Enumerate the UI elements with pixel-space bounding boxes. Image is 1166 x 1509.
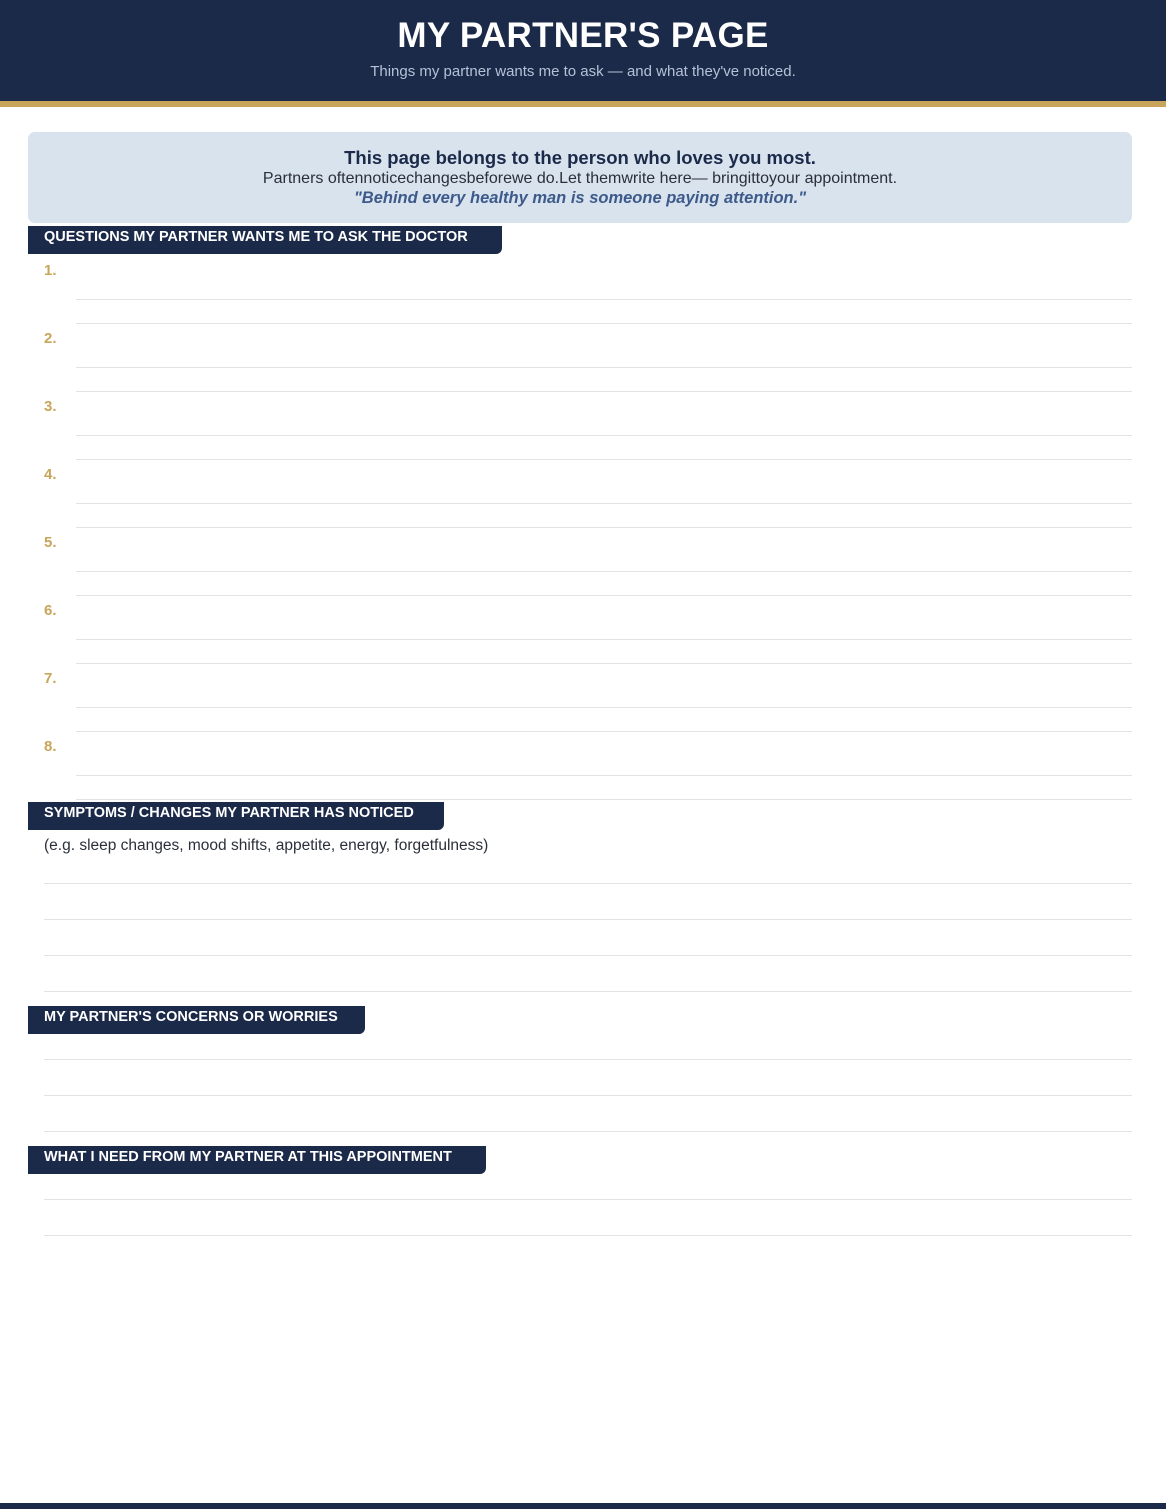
- section-title-questions: QUESTIONS MY PARTNER WANTS ME TO ASK THE DOCTOR: [44, 229, 468, 245]
- page-title: MY PARTNER'S PAGE: [397, 16, 769, 55]
- symptoms-line-1[interactable]: [44, 883, 1132, 884]
- concerns-line-3[interactable]: [44, 1131, 1132, 1132]
- question-7-line-a[interactable]: [76, 707, 1132, 708]
- needs-line-1[interactable]: [44, 1199, 1132, 1200]
- question-8-line-b[interactable]: [76, 799, 1132, 800]
- question-3-line-b[interactable]: [76, 459, 1132, 460]
- section-header-needs: [28, 1146, 486, 1174]
- question-5-line-a[interactable]: [76, 571, 1132, 572]
- question-7-line-b[interactable]: [76, 731, 1132, 732]
- question-1-line-b[interactable]: [76, 323, 1132, 324]
- symptoms-line-4[interactable]: [44, 991, 1132, 992]
- question-1-line-a[interactable]: [76, 299, 1132, 300]
- question-4-line-a[interactable]: [76, 503, 1132, 504]
- question-number-1: 1.: [44, 262, 57, 279]
- question-4-line-b[interactable]: [76, 527, 1132, 528]
- page-header: [0, 0, 1166, 101]
- question-number-3: 3.: [44, 398, 57, 415]
- question-6-line-b[interactable]: [76, 663, 1132, 664]
- section-header-questions: [28, 226, 502, 254]
- intro-callout: [28, 132, 1132, 223]
- section-title-concerns: MY PARTNER'S CONCERNS OR WORRIES: [44, 1009, 338, 1025]
- page-subtitle: Things my partner wants me to ask — and what they've noticed.: [370, 63, 796, 80]
- intro-quote: "Behind every healthy man is someone paying attention.": [353, 189, 807, 207]
- section-title-needs: WHAT I NEED FROM MY PARTNER AT THIS APPOINTMENT: [44, 1149, 452, 1165]
- symptoms-hint: (e.g. sleep changes, mood shifts, appetite, energy, forgetfulness): [44, 837, 489, 854]
- question-number-4: 4.: [44, 466, 57, 483]
- section-header-symptoms: [28, 802, 444, 830]
- concerns-line-1[interactable]: [44, 1059, 1132, 1060]
- intro-body: Partners oftennoticechangesbeforewe do.Let themwrite here— bringittoyour appointment.: [262, 170, 898, 187]
- section-header-concerns: [28, 1006, 365, 1034]
- symptoms-line-2[interactable]: [44, 919, 1132, 920]
- concerns-line-2[interactable]: [44, 1095, 1132, 1096]
- footer-bar: [0, 1503, 1166, 1509]
- question-2-line-b[interactable]: [76, 391, 1132, 392]
- question-8-line-a[interactable]: [76, 775, 1132, 776]
- question-6-line-a[interactable]: [76, 639, 1132, 640]
- question-number-6: 6.: [44, 602, 57, 619]
- needs-line-2[interactable]: [44, 1235, 1132, 1236]
- question-2-line-a[interactable]: [76, 367, 1132, 368]
- section-title-symptoms: SYMPTOMS / CHANGES MY PARTNER HAS NOTICED: [44, 805, 414, 821]
- question-3-line-a[interactable]: [76, 435, 1132, 436]
- intro-heading: This page belongs to the person who loves you most.: [344, 147, 816, 168]
- symptoms-line-3[interactable]: [44, 955, 1132, 956]
- question-number-8: 8.: [44, 738, 57, 755]
- question-5-line-b[interactable]: [76, 595, 1132, 596]
- question-number-2: 2.: [44, 330, 57, 347]
- header-accent-bar: [0, 101, 1166, 107]
- question-number-5: 5.: [44, 534, 57, 551]
- question-number-7: 7.: [44, 670, 57, 687]
